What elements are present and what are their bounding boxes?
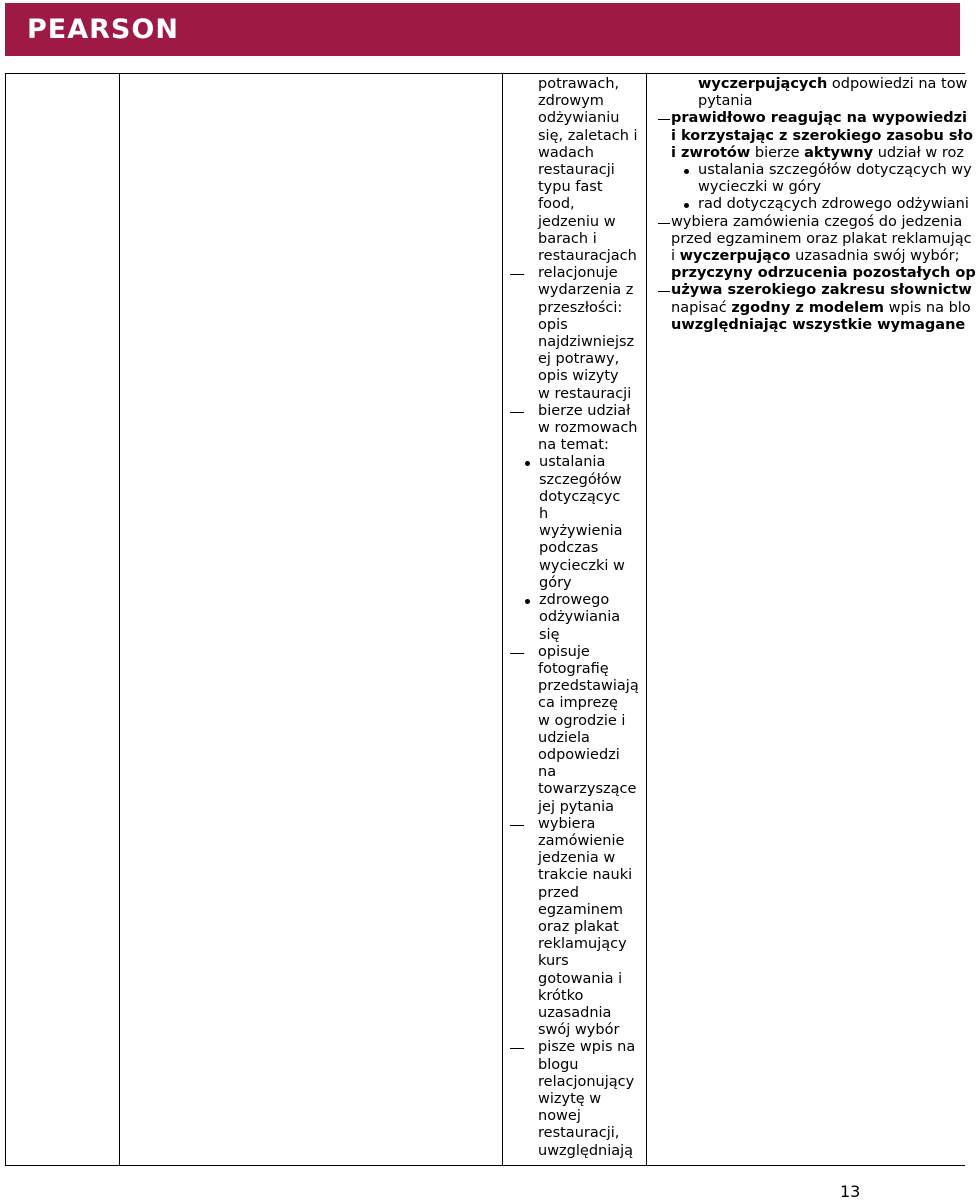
table-divider [119,73,120,1166]
list-item: prawidłowo reagując na wypowiedzi i korzystając z szerokiego zasobu sło i zwrotów bierze aktywny udział w roz [655,110,975,162]
header-bar [5,3,960,56]
page-number: 13 [840,1182,861,1201]
requirements-column [510,76,642,1160]
bullet-item: rad dotyczących zdrowego odżywiani [683,196,975,213]
bullet-item: zdrowego odżywiania się [524,592,642,644]
table-divider [646,73,647,1166]
bullet-item: ustalania szczegółów dotyczącyc h wyżywienia podczas wycieczki w góry [524,454,642,592]
text-line: wyczerpujących odpowiedzi na tow [698,76,968,92]
list-item: opisuje fotografię przedstawiają ca imprezę w ogrodzie i udziela odpowiedzi na towarzyszące jej pytania [510,644,642,816]
bullet-item: ustalania szczegółów dotyczących wy wycieczki w góry [683,162,975,196]
list-item: wybiera zamówienia czegoś do jedzenia przed egzaminem oraz plakat reklamując i wyczerpująco uzasadnia swój wybór; przyczyny odrzucenia pozostałych op [655,214,975,283]
list-item: bierze udział w rozmowach na temat: [510,403,642,455]
list-item: relacjonuje wydarzenia z przeszłości: opis najdziwniejsz ej potrawy, opis wizyty w restauracji [510,265,642,403]
extended-requirements-column [655,76,975,334]
list-item: wybiera zamówienie jedzenia w trakcie nauki przed egzaminem oraz plakat reklamujący kurs gotowania i krótko uzasadnia swój wybór [510,816,642,1040]
table-divider [502,73,503,1166]
intro-text: potrawach, zdrowym odżywianiu się, zaletach i wadach restauracji typu fast food, jedzeniu w barach i restauracjach [538,76,638,265]
text-line: pytania [698,93,753,110]
list-item: używa szerokiego zakresu słownictw napisać zgodny z modelem wpis na blo uwzględniając wszystkie wymagane [655,282,975,334]
pearson-logo: PEARSON [27,14,179,45]
list-item: pisze wpis na blogu relacjonujący wizytę w nowej restauracji, uwzględniają [510,1039,642,1159]
